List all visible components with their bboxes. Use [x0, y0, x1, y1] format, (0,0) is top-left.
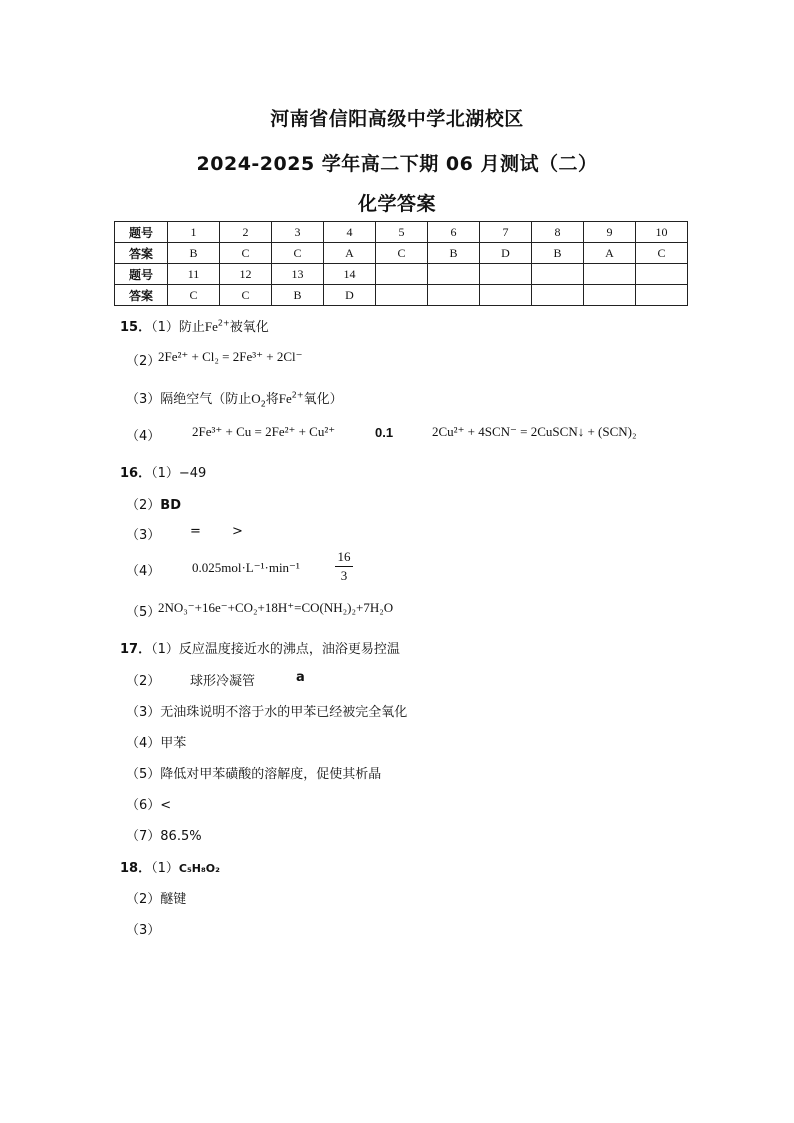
table-header-cell: 答案	[115, 243, 168, 264]
table-cell: D	[480, 243, 532, 264]
q17-p2-text: 球形冷凝管	[190, 674, 256, 689]
q16-p2-label: （2）	[126, 498, 161, 513]
q17-part4	[126, 732, 186, 751]
table-cell: 14	[324, 264, 376, 285]
q18-p1-label: （1）	[151, 861, 179, 876]
q15-p3-o2: O	[251, 391, 261, 406]
table-cell: 6	[428, 222, 480, 243]
table-row-a1	[115, 243, 688, 264]
table-cell: C	[168, 285, 220, 306]
q17-p2-b: a	[296, 670, 305, 685]
q17-p4-text: 甲苯	[160, 736, 187, 751]
table-cell: 11	[168, 264, 220, 285]
table-cell	[532, 264, 584, 285]
q18-number: 18．	[120, 861, 152, 876]
table-cell	[428, 285, 480, 306]
table-header-cell: 题号	[115, 264, 168, 285]
q15-p4-value: 0.1	[375, 425, 394, 440]
q15-p1-label: （1）	[151, 320, 179, 335]
q16-p4-frac-num: 16	[337, 549, 351, 564]
q17-part1	[120, 638, 400, 657]
q16-p1-text: −49	[178, 466, 207, 481]
table-row-q2	[115, 264, 688, 285]
q15-p4-formula2: 2Cu²⁺ + 4SCN⁻ = 2CuSCN↓ + (SCN)₂	[432, 424, 637, 439]
q15-part1	[120, 316, 269, 335]
q17-p2-label: （2）	[126, 674, 161, 689]
table-cell: B	[428, 243, 480, 264]
table-cell: C	[376, 243, 428, 264]
q16-p4-frac-den: 3	[340, 568, 348, 583]
q16-p5-formula: 2NO₃⁻+16e⁻+CO₂+18H⁺=CO(NH₂)₂+7H₂O	[158, 600, 394, 615]
table-cell: 4	[324, 222, 376, 243]
table-cell	[480, 264, 532, 285]
q15-p4-label: （4）	[126, 429, 161, 444]
q16-p5-label: （5）	[126, 605, 161, 620]
q15-p1-charge: 2+	[217, 318, 230, 328]
table-row-a2	[115, 285, 688, 306]
fraction-bar	[335, 566, 353, 567]
table-cell: D	[324, 285, 376, 306]
q16-number: 16．	[120, 466, 152, 481]
table-cell: A	[584, 243, 636, 264]
table-cell: B	[272, 285, 324, 306]
q15-number: 15．	[120, 320, 152, 335]
q17-part5	[126, 763, 381, 782]
table-header-cell: 答案	[115, 285, 168, 306]
q18-part3	[126, 919, 160, 938]
q16-p3-label: （3）	[126, 528, 161, 543]
q17-p7-label: （7）	[126, 829, 161, 844]
q16-p4-fraction	[335, 549, 353, 584]
school-title: 河南省信阳高级中学北湖校区	[270, 108, 524, 130]
q15-p3-ion: Fe	[278, 391, 292, 406]
q16-p3-b: >	[232, 524, 243, 539]
q17-number: 17．	[120, 642, 152, 657]
q17-p6-label: （6）	[126, 798, 161, 813]
q18-p2-label: （2）	[126, 892, 161, 907]
q17-p4-label: （4）	[126, 736, 161, 751]
q17-p5-label: （5）	[126, 767, 161, 782]
q16-part2	[126, 494, 181, 513]
q16-part1	[120, 462, 206, 481]
q15-p1-suffix: 被氧化	[229, 320, 269, 335]
q17-part6	[126, 794, 171, 813]
q16-p4-rate: 0.025mol·L⁻¹·min⁻¹	[192, 560, 300, 575]
table-cell	[532, 285, 584, 306]
table-cell: 1	[168, 222, 220, 243]
q15-p2-label: （2）	[126, 354, 161, 369]
q17-p7-text: 86.5%	[160, 829, 202, 844]
q17-part7	[126, 825, 202, 844]
q17-part3	[126, 701, 407, 720]
table-cell: A	[324, 243, 376, 264]
q16-p1-label: （1）	[151, 466, 179, 481]
table-header-cell: 题号	[115, 222, 168, 243]
q16-p3-a: =	[190, 524, 201, 539]
q16-p4-label: （4）	[126, 564, 161, 579]
subject-title: 化学答案	[357, 193, 436, 215]
q15-part3	[126, 388, 343, 409]
q17-p3-label: （3）	[126, 705, 161, 720]
q18-p3-label: （3）	[126, 923, 161, 938]
q18-p1-text: C₅H₈O₂	[178, 862, 220, 875]
table-cell: C	[272, 243, 324, 264]
table-cell	[584, 285, 636, 306]
table-cell: 5	[376, 222, 428, 243]
table-cell: 10	[636, 222, 688, 243]
q17-p1-text: 反应温度接近水的沸点，油浴更易控温	[178, 642, 400, 657]
answer-table	[114, 221, 688, 306]
q17-p6-text: <	[160, 798, 172, 813]
table-cell: 3	[272, 222, 324, 243]
table-cell: 7	[480, 222, 532, 243]
q15-p3-end: 氧化）	[303, 392, 343, 407]
table-cell	[480, 285, 532, 306]
q15-p3-text: 隔绝空气（防止	[160, 392, 252, 407]
q17-p3-text: 无油珠说明不溶于水的甲苯已经被完全氧化	[160, 705, 408, 720]
table-row-q1	[115, 222, 688, 243]
table-cell	[584, 264, 636, 285]
table-cell: C	[220, 243, 272, 264]
q15-p3-mid: 将	[265, 392, 279, 407]
table-cell: B	[532, 243, 584, 264]
table-cell: 13	[272, 264, 324, 285]
table-cell: 8	[532, 222, 584, 243]
q15-p3-o2-sub: 2	[260, 399, 266, 409]
q18-p2-text: 醚键	[160, 892, 187, 907]
exam-title: 2024-2025 学年高二下期 06 月测试（二）	[196, 153, 598, 175]
q18-part2	[126, 888, 186, 907]
q18-part1	[120, 857, 220, 876]
table-cell	[636, 264, 688, 285]
table-cell	[376, 264, 428, 285]
q15-p3-charge: 2+	[291, 390, 304, 400]
q17-p1-label: （1）	[151, 642, 179, 657]
table-cell	[636, 285, 688, 306]
q15-p2-formula: 2Fe²⁺ + Cl₂ = 2Fe³⁺ + 2Cl⁻	[158, 349, 303, 364]
table-cell: 9	[584, 222, 636, 243]
table-cell: C	[636, 243, 688, 264]
table-cell: 12	[220, 264, 272, 285]
q17-p5-text: 降低对甲苯磺酸的溶解度，促使其析晶	[160, 767, 382, 782]
q15-p4-formula1: 2Fe³⁺ + Cu = 2Fe²⁺ + Cu²⁺	[192, 424, 336, 439]
q16-p2-text: BD	[160, 498, 181, 513]
q15-p1-ion: Fe	[204, 319, 218, 334]
table-cell: B	[168, 243, 220, 264]
table-cell	[428, 264, 480, 285]
q15-p1-text: 防止	[178, 320, 205, 335]
table-cell: 2	[220, 222, 272, 243]
table-cell	[376, 285, 428, 306]
table-cell: C	[220, 285, 272, 306]
q15-p3-label: （3）	[126, 392, 161, 407]
